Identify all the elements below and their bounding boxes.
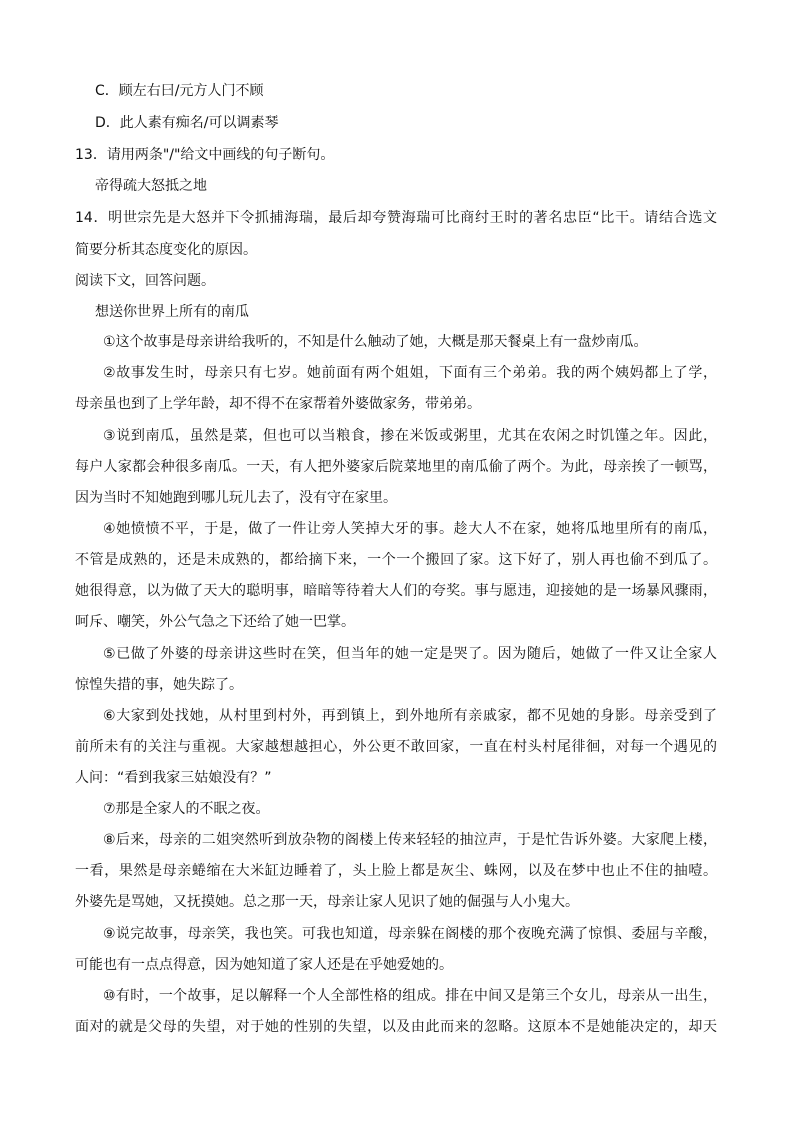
paragraph-7: ⑦那是全家人的不眠之夜。	[103, 801, 270, 817]
paragraph-4-line-4: 呵斥、嘲笑，外公气急之下还给了她一巴掌。	[75, 614, 355, 630]
paragraph-3-line-2: 每户人家都会种很多南瓜。一天，有人把外婆家后院菜地里的南瓜偷了两个。为此，母亲挨了一顿骂，	[75, 459, 717, 475]
question-14-line-2: 简要分析其态度变化的原因。	[75, 242, 257, 258]
paragraph-3-line-1: ③说到南瓜，虽然是菜，但也可以当粮食，掺在米饭或粥里，尤其在农闲之时饥馑之年。因此，	[103, 428, 717, 444]
paragraph-6-line-2: 前所未有的关注与重视。大家越想越担心，外公更不敢回家，一直在村头村尾徘徊，对每一个遇见的	[75, 739, 717, 755]
paragraph-9-line-1: ⑨说完故事，母亲笑，我也笑。可我也知道，母亲躲在阁楼的那个夜晚充满了惊惧、委屈与辛酸，	[103, 926, 717, 942]
paragraph-6-line-1: ⑥大家到处找她，从村里到村外，再到镇上，到外地所有亲戚家，都不见她的身影。母亲受到了	[103, 708, 717, 724]
paragraph-4-line-2: 不管是成熟的，还是未成熟的，都给摘下来，一个一个搬回了家。这下好了，别人再也偷不到瓜了。	[75, 552, 717, 568]
paragraph-6-line-3: 人问：“看到我家三姑娘没有？”	[75, 770, 272, 786]
paragraph-9-line-2: 可能也有一点点得意，因为她知道了家人还是在乎她爱她的。	[75, 957, 453, 973]
paragraph-8-line-2: 一看，果然是母亲蜷缩在大米缸边睡着了，头上脸上都是灰尘、蛛网，以及在梦中也止不住的抽噎。	[75, 863, 717, 879]
paragraph-8-line-3: 外婆先是骂她，又抚摸她。总之那一天，母亲让家人见识了她的倔强与人小鬼大。	[75, 894, 579, 910]
paragraph-10-line-2: 面对的就是父母的失望，对于她的性别的失望，以及由此而来的忽略。这原本不是她能决定的，却天	[75, 1019, 717, 1035]
paragraph-2-line-1: ②故事发生时，母亲只有七岁。她前面有两个姐姐，下面有三个弟弟。我的两个姨妈都上了学，	[103, 365, 717, 381]
paragraph-10-line-1: ⑩有时，一个故事，足以解释一个人全部性格的组成。排在中间又是第三个女儿，母亲从一出生，	[103, 988, 717, 1004]
option-d: D．此人素有痴名/可以调素琴	[95, 115, 279, 131]
paragraph-3-line-3: 因为当时不知她跑到哪儿玩儿去了，没有守在家里。	[75, 490, 397, 506]
option-c: C．顾左右曰/元方人门不顾	[95, 83, 264, 99]
paragraph-4-line-1: ④她愤愤不平，于是，做了一件让旁人笑掉大牙的事。趁大人不在家，她将瓜地里所有的南瓜，	[103, 521, 717, 537]
paragraph-8-line-1: ⑧后来，母亲的二姐突然听到放杂物的阁楼上传来轻轻的抽泣声，于是忙告诉外婆。大家爬上楼，	[103, 832, 717, 848]
question-13: 13．请用两条"/"给文中画线的句子断句。	[75, 147, 335, 163]
paragraph-4-line-3: 她很得意，以为做了天大的聪明事，暗暗等待着大人们的夸奖。事与愿违，迎接她的是一场暴风骤雨，	[75, 583, 717, 599]
question-14-line-1: 14．明世宗先是大怒并下令抓捕海瑞，最后却夸赞海瑞可比商纣王时的著名忠臣“比干。请结合选文	[75, 210, 717, 226]
question-13-sentence: 帝得疏大怒抵之地	[95, 178, 207, 194]
paragraph-5-line-2: 惊惶失措的事，她失踪了。	[75, 677, 243, 693]
paragraph-2-line-2: 母亲虽也到了上学年龄，却不得不在家帮着外婆做家务，带弟弟。	[75, 396, 481, 412]
reading-instruction: 阅读下文，回答问题。	[75, 273, 215, 289]
article-title: 想送你世界上所有的南瓜	[95, 304, 249, 320]
paragraph-1: ①这个故事是母亲讲给我听的，不知是什么触动了她，大概是那天餐桌上有一盘炒南瓜。	[103, 334, 648, 350]
paragraph-5-line-1: ⑤已做了外婆的母亲讲这些时在笑，但当年的她一定是哭了。因为随后，她做了一件又让全家人	[103, 646, 717, 662]
